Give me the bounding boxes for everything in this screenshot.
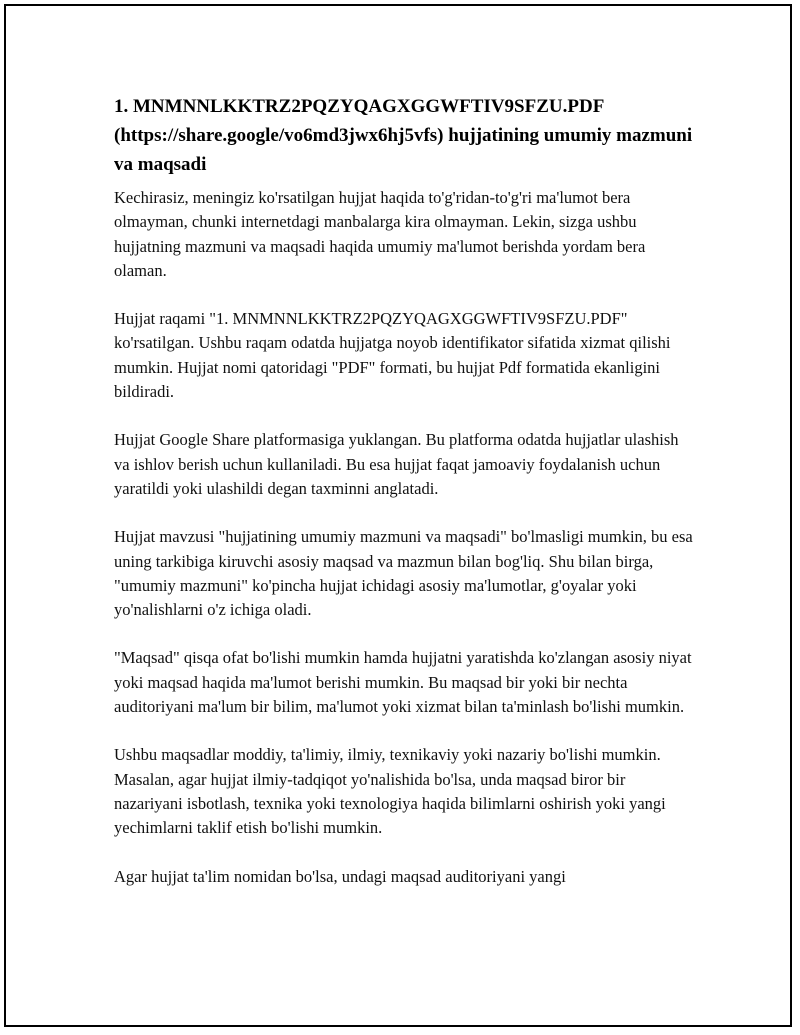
paragraph-5: "Maqsad" qisqa ofat bo'lishi mumkin hamda hujjatni yaratishda ko'zlangan asosiy niyat yoki maqsad haqida ma'lumot berishi mumkin. Bu maqsad bir yoki bir nechta auditoriyani ma'lum bir bilim, ma'lumot yoki xizmat bilan ta'minlash bo'lishi mumkin. [114, 648, 692, 717]
document-title: 1. MNMNNLKKTRZ2PQZYQAGXGGWFTIV9SFZU.PDF (https://share.google/vo6md3jwx6hj5vfs) hujjatining umumiy mazmuni va maqsadi [114, 96, 693, 175]
document-body [114, 92, 694, 913]
paragraph-2: Hujjat raqami "1. MNMNNLKKTRZ2PQZYQAGXGGWFTIV9SFZU.PDF" ko'rsatilgan. Ushbu raqam odatda hujjatga noyob identifikator sifatida xizmat qilishi mumkin. Hujjat nomi qatoridagi "PDF" formati, bu hujjat Pdf formatida ekanligini bildiradi. [114, 309, 671, 402]
paragraph-6: Ushbu maqsadlar moddiy, ta'limiy, ilmiy, texnikaviy yoki nazariy bo'lishi mumkin. Masalan, agar hujjat ilmiy-tadqiqot yo'nalishida bo'lsa, unda maqsad biror bir nazariyani isbotlash, texnika yoki texnologiya haqida bilimlarni oshirish yoki yangi yechimlarni taklif etish bo'lishi mumkin. [114, 745, 666, 838]
paragraph-4: Hujjat mavzusi "hujjatining umumiy mazmuni va maqsadi" bo'lmasligi mumkin, bu esa uning tarkibiga kiruvchi asosiy maqsad va mazmun bilan bog'liq. Shu bilan birga, "umumiy mazmuni" ko'pincha hujjat ichidagi asosiy ma'lumotlar, g'oyalar yoki yo'nalishlarni o'z ichiga oladi. [114, 527, 693, 620]
paragraph-1: Kechirasiz, meningiz ko'rsatilgan hujjat haqida to'g'ridan-to'g'ri ma'lumot bera olmayman, chunki internetdagi manbalarga kira olmayman. Lekin, sizga ushbu hujjatning mazmuni va maqsadi haqida umumiy ma'lumot berishda yordam bera olaman. [114, 188, 646, 280]
paragraph-3: Hujjat Google Share platformasiga yuklangan. Bu platforma odatda hujjatlar ulashish va ishlov berish uchun kullaniladi. Bu esa hujjat faqat jamoaviy foydalanish uchun yaratildi yoki ulashildi degan taxminni anglatadi. [114, 430, 679, 498]
paragraph-7: Agar hujjat ta'lim nomidan bo'lsa, undagi maqsad auditoriyani yangi [114, 866, 566, 886]
